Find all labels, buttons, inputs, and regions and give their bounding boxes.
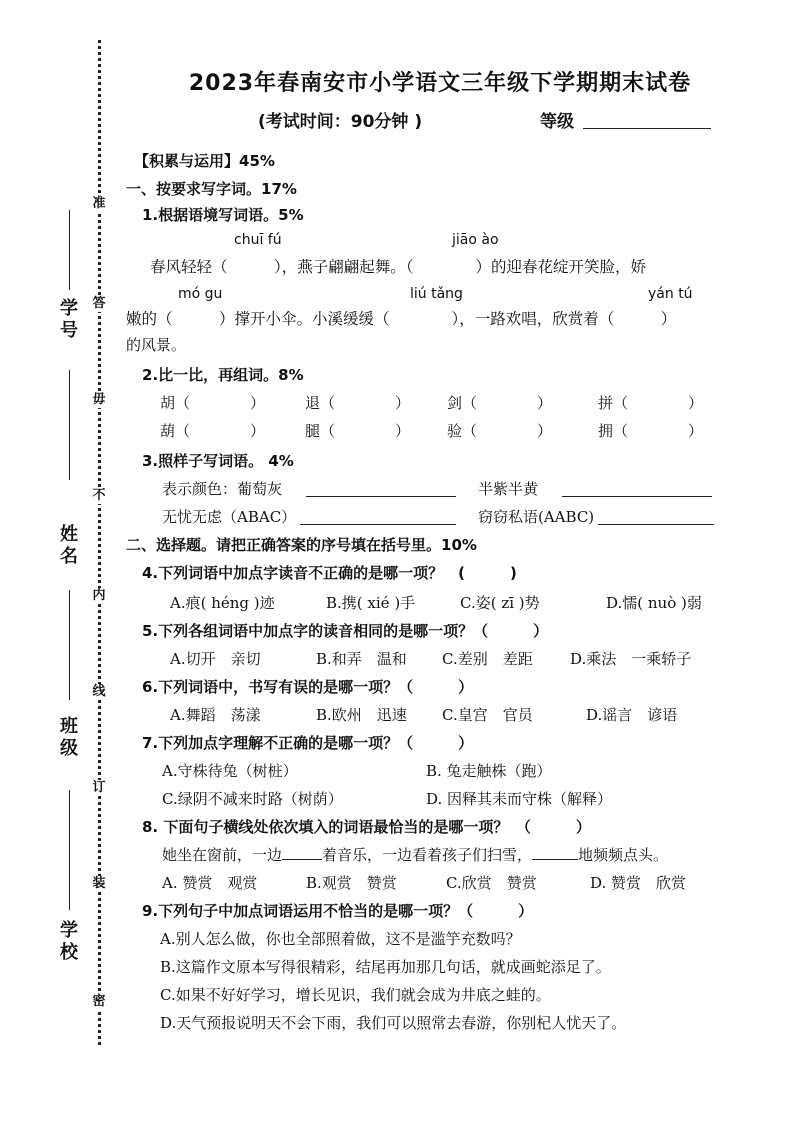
q1-title: 1.根据语境写词语。5% bbox=[142, 206, 304, 224]
seal-char: 答 bbox=[92, 296, 106, 311]
q8-option: D. 赞赏 欣赏 bbox=[590, 874, 687, 892]
exam-duration: (考试时间：90分钟 ) bbox=[258, 112, 423, 132]
q8-sentence-part: 她坐在窗前，一边 bbox=[162, 846, 283, 864]
q2-item: 退（ ） bbox=[305, 394, 411, 412]
q9-option: D.天气预报说明天不会下雨，我们可以照常去春游，你别杞人忧天了。 bbox=[160, 1014, 627, 1032]
q8-option: C.欣赏 赞赏 bbox=[446, 874, 537, 892]
q6-option: D.谣言 谚语 bbox=[586, 706, 678, 724]
q1-pinyin: yán tú bbox=[648, 286, 693, 302]
grade-label: 等级 bbox=[540, 112, 574, 132]
school-label: 学 校 bbox=[60, 920, 78, 963]
q6-option: C.皇宫 官员 bbox=[442, 706, 533, 724]
q4-option: D.懦( nuò )弱 bbox=[606, 594, 702, 612]
q1-pinyin: jiāo ào bbox=[452, 232, 499, 248]
q4-option: B.携( xié )手 bbox=[326, 594, 416, 612]
part-two-heading: 二、选择题。请把正确答案的序号填在括号里。10% bbox=[126, 536, 477, 554]
q1-line-2: 嫩的（ ）撑开小伞。小溪缓缓（ ），一路欢唱，欣赏着（ ） bbox=[126, 310, 677, 328]
q3-answer-blank[interactable] bbox=[598, 524, 714, 525]
student-id-label: 学 号 bbox=[60, 298, 78, 341]
seal-char: 内 bbox=[92, 588, 106, 603]
q1-pinyin: mó gu bbox=[178, 286, 223, 302]
seal-char: 线 bbox=[92, 684, 106, 699]
q3-answer-blank[interactable] bbox=[306, 496, 456, 497]
class-label: 班 级 bbox=[60, 716, 78, 759]
q8-title: 8. 下面句子横线处依次填入的词语最恰当的是哪一项？ （ ） bbox=[142, 818, 591, 836]
q3-answer-blank[interactable] bbox=[562, 496, 712, 497]
class-line bbox=[69, 590, 70, 700]
school-line bbox=[69, 790, 70, 910]
q4-option: A.痕( héng )迹 bbox=[170, 594, 275, 612]
q5-title: 5.下列各组词语中加点字的读音相同的是哪一项？（ ） bbox=[142, 622, 549, 640]
q8-blank[interactable] bbox=[532, 845, 578, 860]
q2-item: 葫（ ） bbox=[160, 422, 266, 440]
q5-option: C.差别 差距 bbox=[442, 650, 533, 668]
q5-option: D.乘法 一乘轿子 bbox=[570, 650, 692, 668]
seal-char: 订 bbox=[92, 780, 106, 795]
q4-option: C.姿( zī )势 bbox=[460, 594, 540, 612]
q3-example: 窃窃私语(AABC) bbox=[478, 508, 595, 526]
q7-option: C.绿阴不减来时路（树荫） bbox=[162, 790, 343, 808]
seal-char: 不 bbox=[92, 488, 106, 503]
q2-item: 胡（ ） bbox=[160, 394, 266, 412]
q1-pinyin: chuī fú bbox=[234, 232, 282, 248]
q9-option: A.别人怎么做，你也全部照着做，这不是滥竽充数吗？ bbox=[160, 930, 521, 948]
grade-blank[interactable] bbox=[583, 128, 711, 129]
q8-sentence-part: 地频频点头。 bbox=[578, 846, 669, 864]
q6-option: A.舞蹈 荡漾 bbox=[170, 706, 261, 724]
name-line bbox=[69, 370, 70, 480]
q2-item: 拥（ ） bbox=[598, 422, 704, 440]
student-id-line bbox=[69, 210, 70, 290]
q7-option: D. 因释其耒而守株（解释） bbox=[426, 790, 613, 808]
part-one-heading: 一、按要求写字词。17% bbox=[126, 180, 297, 198]
q2-title: 2.比一比，再组词。8% bbox=[142, 366, 304, 384]
q2-item: 拼（ ） bbox=[598, 394, 704, 412]
q6-option: B.欧州 迅速 bbox=[316, 706, 407, 724]
seal-char: 准 bbox=[92, 196, 106, 211]
q8-sentence-part: 着音乐，一边看着孩子们扫雪， bbox=[322, 846, 533, 864]
q1-line-3: 的风景。 bbox=[126, 336, 187, 354]
q2-item: 验（ ） bbox=[447, 422, 553, 440]
q6-title: 6.下列词语中，书写有误的是哪一项？（ ） bbox=[142, 678, 474, 696]
q3-example: 无忧无虑（ABAC） bbox=[162, 508, 297, 526]
seal-char: 毋 bbox=[92, 392, 106, 407]
q1-line-1: 春风轻轻（ ），燕子翩翩起舞。（ ）的迎春花绽开笑脸，娇 bbox=[150, 258, 647, 276]
q7-title: 7.下列加点字理解不正确的是哪一项？（ ） bbox=[142, 734, 474, 752]
q8-option: A. 赞赏 观赏 bbox=[162, 874, 258, 892]
q3-example: 表示颜色：葡萄灰 bbox=[162, 480, 283, 498]
q3-title: 3.照样子写词语。 4% bbox=[142, 452, 294, 470]
q8-blank[interactable] bbox=[282, 845, 322, 860]
q5-option: A.切开 亲切 bbox=[170, 650, 261, 668]
q1-pinyin: liú tǎng bbox=[410, 286, 463, 302]
q7-option: B. 兔走触株（跑） bbox=[426, 762, 552, 780]
q2-item: 剑（ ） bbox=[447, 394, 553, 412]
name-label: 姓 名 bbox=[60, 524, 78, 567]
q3-example: 半紫半黄 bbox=[478, 480, 539, 498]
q7-option: A.守株待兔（树桩） bbox=[162, 762, 298, 780]
q2-item: 腿（ ） bbox=[305, 422, 411, 440]
q9-option: B.这篇作文原本写得很精彩，结尾再加那几句话，就成画蛇添足了。 bbox=[160, 958, 611, 976]
q8-option: B.观赏 赞赏 bbox=[306, 874, 397, 892]
q9-title: 9.下列句子中加点词语运用不恰当的是哪一项？（ ） bbox=[142, 902, 534, 920]
section-heading: 【积累与运用】45% bbox=[134, 152, 275, 170]
q4-title: 4.下列词语中加点字读音不正确的是哪一项？ ( ) bbox=[142, 564, 517, 582]
seal-char: 密 bbox=[92, 994, 106, 1009]
q3-answer-blank[interactable] bbox=[300, 524, 456, 525]
seal-char: 装 bbox=[92, 876, 106, 891]
binding-dotted-line bbox=[98, 40, 101, 1045]
q9-option: C.如果不好好学习，增长见识，我们就会成为井底之蛙的。 bbox=[160, 986, 551, 1004]
exam-title: 2023年春南安市小学语文三年级下学期期末试卷 bbox=[188, 71, 692, 96]
q8-sentence bbox=[162, 844, 668, 866]
q5-option: B.和弄 温和 bbox=[316, 650, 407, 668]
